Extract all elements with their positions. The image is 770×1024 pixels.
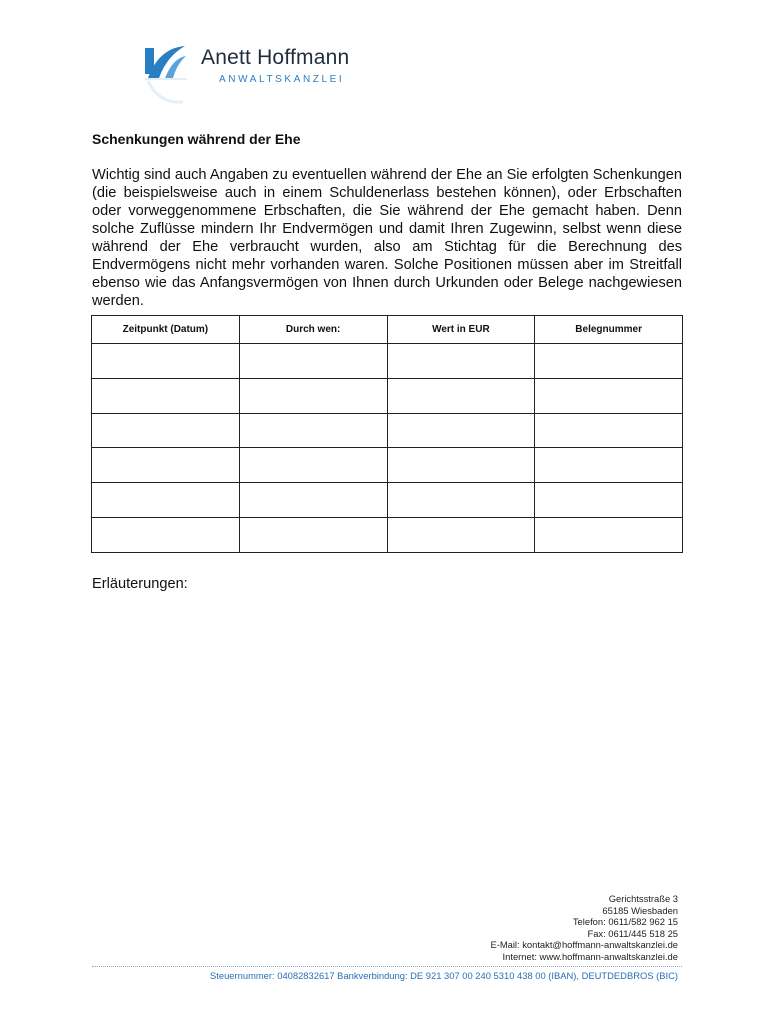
table-cell[interactable]	[387, 413, 535, 448]
gifts-table	[91, 315, 683, 553]
column-header-date: Zeitpunkt (Datum)	[92, 316, 240, 344]
table-cell[interactable]	[239, 483, 387, 518]
address-fax: Fax: 0611/445 518 25	[587, 927, 678, 939]
table-cell[interactable]	[92, 518, 240, 553]
column-header-value: Wert in EUR	[387, 316, 535, 344]
table-row	[92, 483, 683, 518]
table-row	[92, 413, 683, 448]
table-cell[interactable]	[92, 413, 240, 448]
table-cell[interactable]	[387, 483, 535, 518]
logo-swoosh-icon	[145, 44, 187, 104]
table-cell[interactable]	[535, 483, 683, 518]
table-cell[interactable]	[387, 378, 535, 413]
footer-divider	[92, 966, 682, 967]
table-row	[92, 378, 683, 413]
address-web: Internet: www.hoffmann-anwaltskanzlei.de	[502, 950, 678, 962]
table-cell[interactable]	[535, 413, 683, 448]
table-cell[interactable]	[239, 378, 387, 413]
logo-name: Anett Hoffmann	[201, 46, 350, 69]
address-block	[358, 893, 678, 963]
address-street: Gerichtsstraße 3	[608, 893, 678, 904]
table-cell[interactable]	[92, 344, 240, 379]
table-cell[interactable]	[92, 483, 240, 518]
table-cell[interactable]	[535, 344, 683, 379]
table-cell[interactable]	[92, 378, 240, 413]
address-phone: Telefon: 0611/582 962 15	[572, 916, 678, 928]
logo-subtitle: ANWALTSKANZLEI	[219, 74, 345, 85]
table-cell[interactable]	[535, 518, 683, 553]
table-cell[interactable]	[239, 413, 387, 448]
body-paragraph: Wichtig sind auch Angaben zu eventuellen während der Ehe an Sie erfolgten Schenkungen (die beispielsweise auch in einem Schuldenerlass bestehen können), oder Erbschaften oder vorweggenommene Erbschaften, die Sie während der Ehe gemacht haben. Denn solche Zuflüsse mindern Ihr Endvermögen und damit Ihren Zugewinn, selbst wenn diese während der Ehe verbraucht wurden, also am Stichtag für die Berechnung des Endvermögens nicht mehr vorhanden waren. Solche Positionen müssen aber im Streitfall ebenso wie das Anfangsvermögen von Ihnen durch Urkunden oder Belege nachgewiesen werden.	[92, 167, 682, 309]
table-row	[92, 448, 683, 483]
table-cell[interactable]	[239, 518, 387, 553]
table-cell[interactable]	[239, 344, 387, 379]
address-email: E-Mail: kontakt@hoffmann-anwaltskanzlei.de	[490, 939, 678, 951]
table-cell[interactable]	[535, 448, 683, 483]
footer-bank-details: Steuernummer: 04082832617 Bankverbindung: DE 921 307 00 240 5310 438 00 (IBAN), DEUTDEDBROS (BIC)	[210, 970, 678, 981]
column-header-donor: Durch wen:	[239, 316, 387, 344]
table-header-row	[92, 316, 683, 344]
table-cell[interactable]	[239, 448, 387, 483]
table-cell[interactable]	[92, 448, 240, 483]
table-cell[interactable]	[387, 518, 535, 553]
kanzlei-logo	[145, 44, 375, 104]
table-cell[interactable]	[535, 378, 683, 413]
notes-label: Erläuterungen:	[92, 576, 188, 592]
section-heading: Schenkungen während der Ehe	[92, 131, 301, 147]
table-row	[92, 518, 683, 553]
table-row	[92, 344, 683, 379]
column-header-receipt: Belegnummer	[535, 316, 683, 344]
address-city: 65185 Wiesbaden	[602, 904, 678, 916]
table-cell[interactable]	[387, 344, 535, 379]
table-cell[interactable]	[387, 448, 535, 483]
